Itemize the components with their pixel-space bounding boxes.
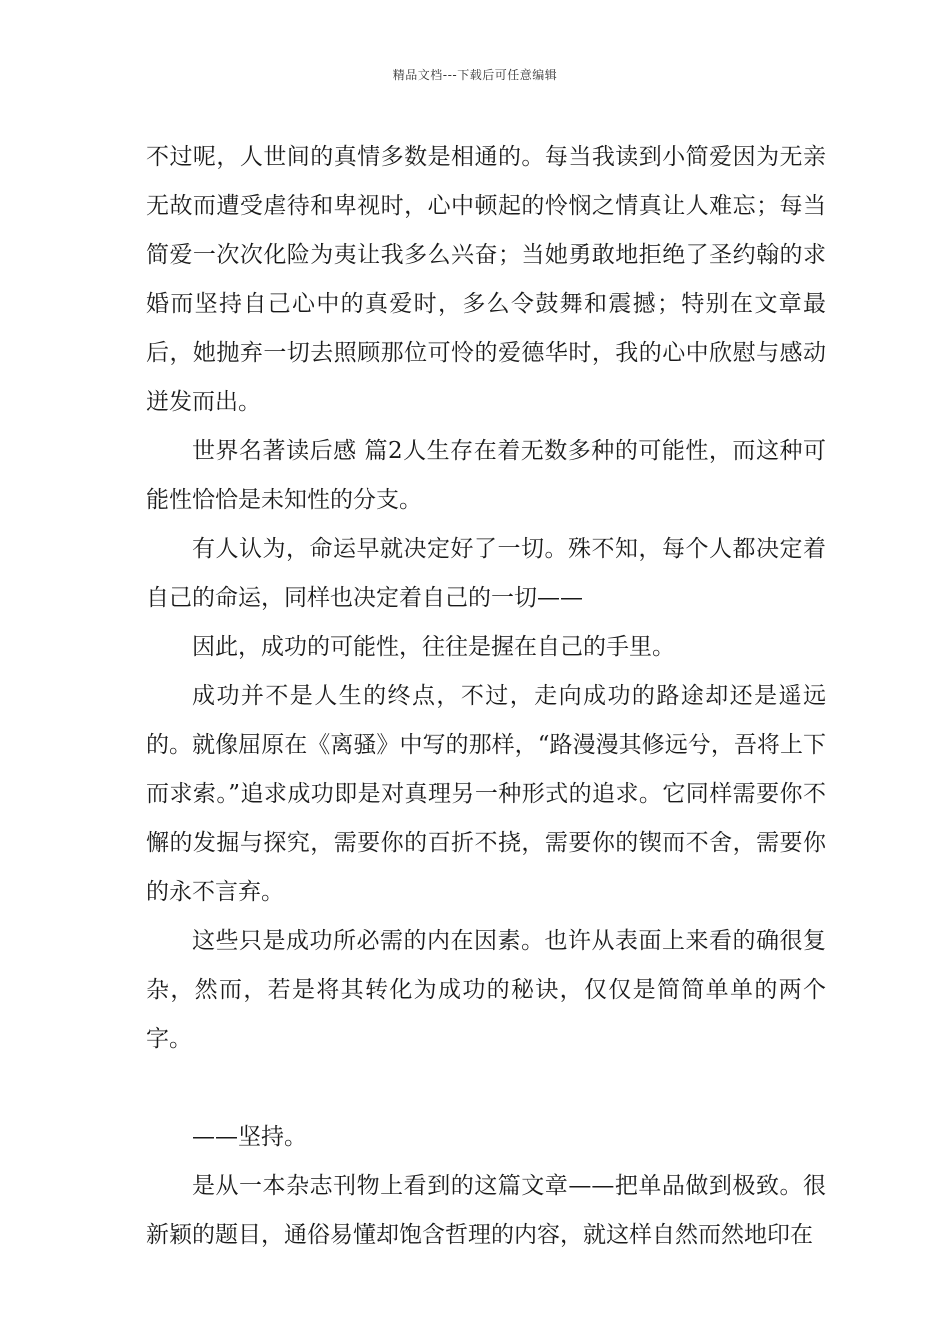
paragraph-spacer [146,1064,826,1113]
page-header: 精品文档---下载后可任意编辑 [392,68,558,82]
paragraph: 是从一本杂志刊物上看到的这篇文章——把单品做到极致。很新颖的题目，通俗易懂却饱含哲理的内容，就这样自然而然地印在 [146,1173,826,1248]
paragraph: 因此，成功的可能性，往往是握在自己的手里。 [192,634,675,660]
paragraph: ——坚持。 [192,1124,307,1150]
paragraph: 不过呢，人世间的真情多数是相通的。每当我读到小简爱因为无亲无故而遭受虐待和卑视时，心中顿起的怜悯之情真让人难忘；每当简爱一次次化险为夷让我多么兴奋；当她勇敢地拒绝了圣约翰的求婚而坚持自己心中的真爱时，多么令鼓舞和震撼；特别在文章最后，她抛弃一切去照顾那位可怜的爱德华时，我的心中欣慰与感动迸发而出。 [146,144,826,415]
paragraph: 世界名著读后感 篇2人生存在着无数多种的可能性，而这种可能性恰恰是未知性的分支。 [146,438,826,513]
document-body [146,133,826,1260]
paragraph: 成功并不是人生的终点，不过，走向成功的路途却还是遥远的。就像屈原在《离骚》中写的那样，“路漫漫其修远兮，吾将上下而求索。”追求成功即是对真理另一种形式的追求。它同样需要你不懈的发掘与探究，需要你的百折不挠，需要你的锲而不舍，需要你的永不言弃。 [146,683,826,905]
paragraph: 这些只是成功所必需的内在因素。也许从表面上来看的确很复杂，然而，若是将其转化为成功的秘诀，仅仅是简简单单的两个字。 [146,928,826,1052]
paragraph: 有人认为，命运早就决定好了一切。殊不知，每个人都决定着自己的命运，同样也决定着自己的一切—— [146,536,826,611]
